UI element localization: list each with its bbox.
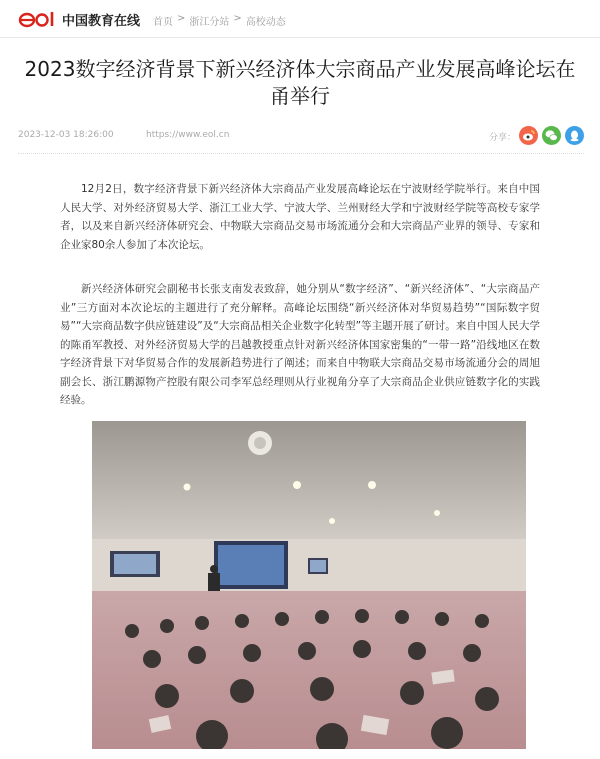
meta-divider xyxy=(18,153,584,154)
qq-icon[interactable] xyxy=(565,126,584,145)
breadcrumb xyxy=(153,13,286,28)
breadcrumb-separator: > xyxy=(233,13,242,24)
breadcrumb-home[interactable]: 首页 xyxy=(153,17,173,28)
wechat-icon[interactable] xyxy=(542,126,561,145)
publish-date: 2023-12-03 18:26:00 xyxy=(18,130,114,140)
site-logo[interactable] xyxy=(18,9,140,29)
top-bar xyxy=(0,0,600,38)
forum-photo-image xyxy=(92,421,526,749)
logo-text: 中国教育在线 xyxy=(62,13,141,29)
article-paragraph: 新兴经济体研究会副秘书长张支南发表致辞，她分别从“数字经济”、“新兴经济体”、“大宗商品产业”三方面对本次论坛的主题进行了充分解释。高峰论坛围绕“新兴经济体对华贸易趋势”“国际数字贸易”“大宗商品数字供应链建设”及“大宗商品相关企业数字化转型”等主题开展了研讨。来自中国人民大学的陈甬军教授、对外经济贸易大学的吕越教授重点针对新兴经济体国家密集的“一带一路”沿线地区在数字经济背景下对华贸易合作的发展新趋势进行了阐述；而来自中物联大宗商品交易市场流通分会的周旭副会长、浙江鹏源物产控股有限公司李军总经理则从行业视角分享了大宗商品企业供应链数字化的实践经验。 xyxy=(60,283,540,406)
breadcrumb-news[interactable]: 高校动态 xyxy=(245,17,286,28)
share-label: 分享： xyxy=(488,133,516,143)
forum-photo xyxy=(92,421,526,749)
breadcrumb-zhejiang[interactable]: 浙江分站 xyxy=(189,17,230,28)
article-title: 2023数字经济背景下新兴经济体大宗商品产业发展高峰论坛在甬举行 xyxy=(24,57,576,108)
weibo-icon[interactable] xyxy=(519,126,538,145)
article-meta xyxy=(18,126,584,148)
source-url[interactable]: https://www.eol.cn xyxy=(146,130,230,140)
article-paragraph: 12月2日，数字经济背景下新兴经济体大宗商品产业发展高峰论坛在宁波财经学院举行。来自中国人民大学、对外经济贸易大学、浙江工业大学、宁波大学、兰州财经大学和宁波财经学院等高校专家学者，以及来自新兴经济体研究会、中物联大宗商品交易市场流通分会和大宗商品产业界的领导、专家和企业家80余人参加了本次论坛。 xyxy=(60,183,540,251)
breadcrumb-separator: > xyxy=(177,13,186,24)
eol-logo-icon xyxy=(18,9,58,29)
